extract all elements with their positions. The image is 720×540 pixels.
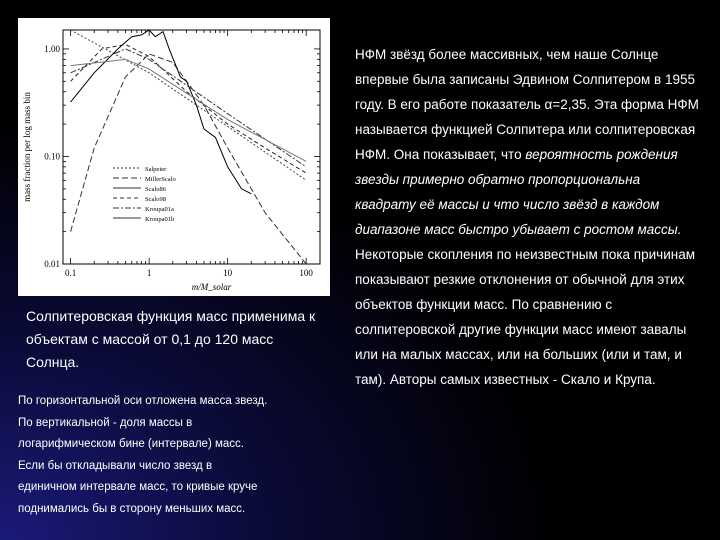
y-tick-label: 0.01 [44, 259, 60, 269]
x-tick-label: 0.1 [64, 268, 77, 278]
imf-chart [18, 18, 330, 296]
legend-label: Salpeter [145, 166, 167, 173]
series-line-salpeter [71, 30, 307, 180]
series-line-kroupa01b [71, 59, 307, 161]
legend-label: Kroupa01b [145, 216, 175, 223]
series-line-scalo98 [71, 45, 307, 174]
x-tick-label: 100 [299, 268, 313, 278]
caption-line: По горизонтальной оси отложена масса звезд. [18, 395, 268, 407]
body-paragraph-1-italic: вероятность рождения звезды примерно обратно пропорциональна квадрату её массы и что число звёзд в каждом диапазоне масс быстро убывает с ростом массы. [355, 147, 682, 237]
body-paragraph-1: НФМ звёзд более массивных, чем наше Солнце впервые была записаны Эдвином Солпитером в 1955 году. В его работе показатель α=2,35. Эта форма НФМ называется функцией Солпитера или солпитеровская НФМ. Она показывает, что [355, 47, 699, 162]
legend-label: Scalo86 [145, 186, 166, 193]
caption-small [18, 391, 328, 520]
x-tick-label: 1 [146, 268, 152, 278]
y-axis-label: mass fraction per log mass bin [22, 92, 32, 202]
caption-line: Если бы откладывали число звезд в [18, 459, 213, 472]
caption-line: По вертикальной - доля массы в [18, 416, 193, 429]
x-tick-label: 10 [223, 268, 233, 278]
body-text [355, 42, 700, 392]
imf-chart-panel [18, 18, 330, 296]
legend-label: Kroupa01a [145, 206, 174, 213]
caption-line: логарифмическом бине (интервале) масс. [18, 438, 244, 450]
caption-main: Солпитеровская функция масс применима к объектам с массой от 0,1 до 120 масс Солнца. [26, 308, 316, 370]
body-paragraph-2: Некоторые скопления по неизвестным пока причинам показывают резкие отклонения от обычной для этих объектов функции масс. По сравнению с солпитеровской другие функции масс имеют завалы или на малых массах, или на больших (или и там, и там). Авторы самых известных - Скало и Крупа. [355, 247, 695, 387]
legend-label: MillerScalo [145, 176, 176, 183]
caption-line: единичном интервале масс, то кривые круче [18, 481, 258, 493]
y-tick-label: 1.00 [44, 43, 60, 54]
caption-line: поднимались бы в сторону меньших масс. [18, 502, 246, 515]
series-line-kroupa01a [71, 49, 307, 167]
x-axis-label: m/M_solar [191, 282, 232, 292]
legend-label: Scalo98 [145, 196, 166, 203]
y-tick-label: 0.10 [44, 151, 60, 162]
